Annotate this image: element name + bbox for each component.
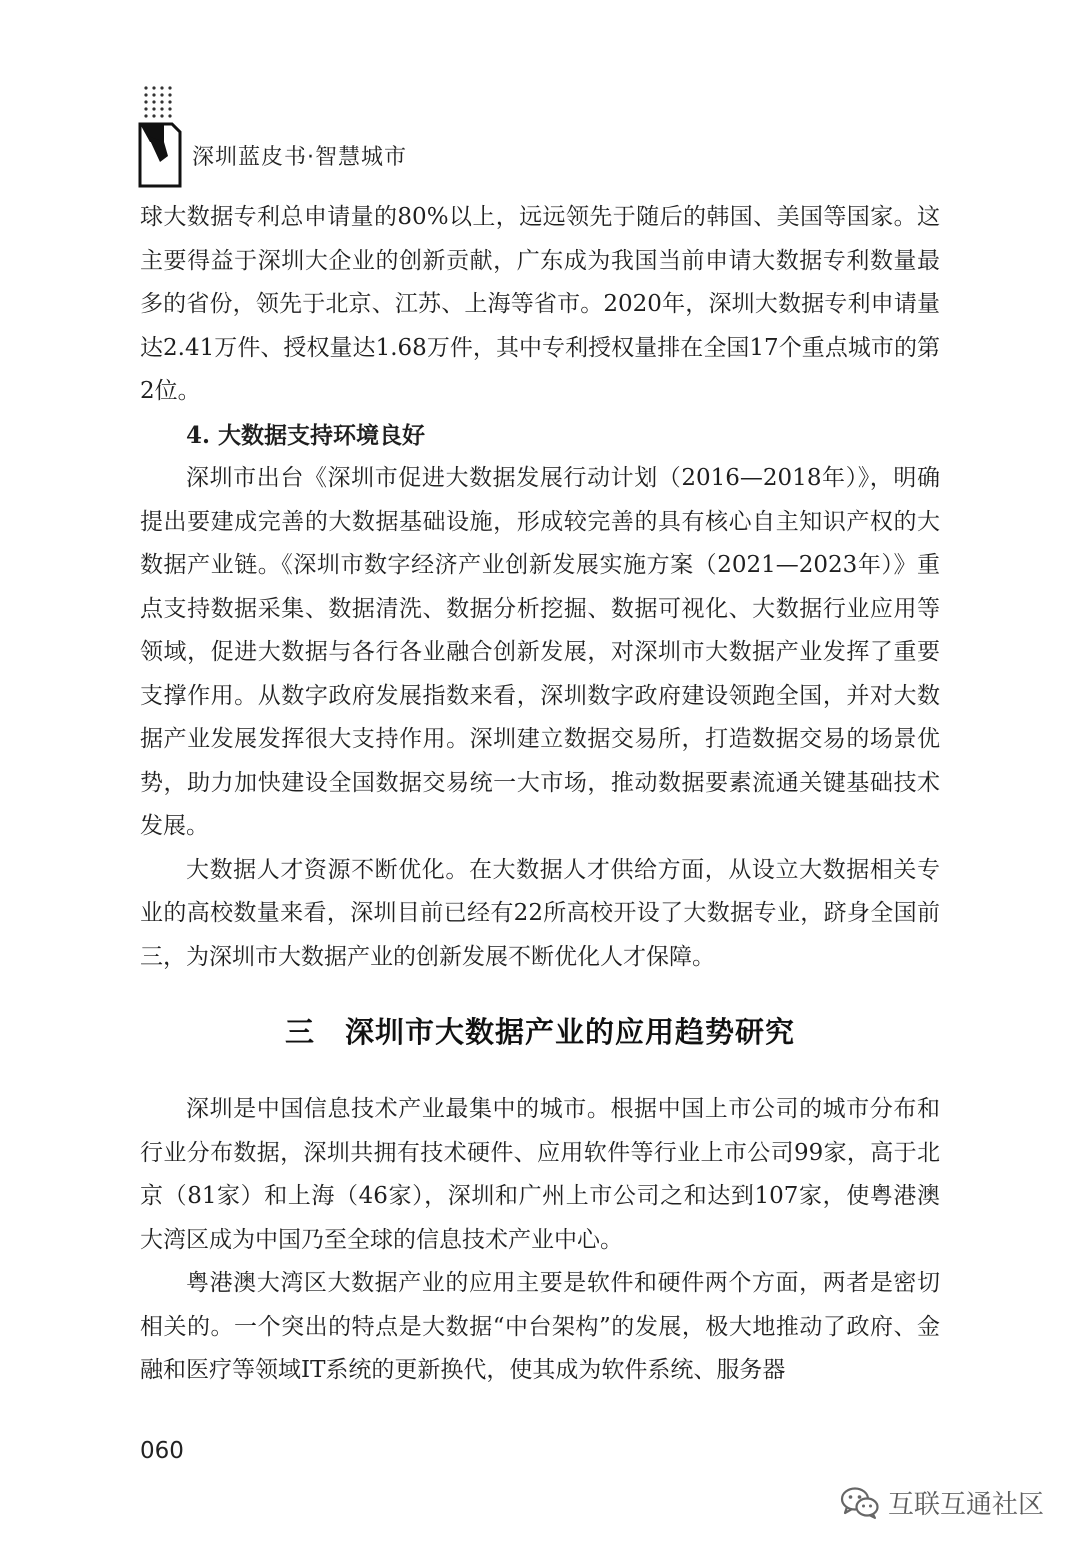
series-title: 深圳蓝皮书·智慧城市 (192, 145, 407, 170)
section-title: 深圳市大数据产业的应用趋势研究 (345, 1015, 796, 1049)
page-number: 060 (140, 1438, 184, 1464)
dot-grid-decoration (142, 84, 182, 124)
watermark-text: 互联互通社区 (887, 1490, 1044, 1520)
paragraph-application: 粤港澳大湾区大数据产业的应用主要是软件和硬件两个方面，两者是密切相关的。一个突出的特点是大数据“中台架构”的发展，极大地推动了政府、金融和医疗等领域IT系统的更新换代，使其成为软件系统、服务器 (140, 1270, 940, 1383)
watermark (840, 1484, 1044, 1521)
paragraph-patents: 球大数据专利总申请量的80%以上，远远领先于随后的韩国、美国等国家。这主要得益于深圳大企业的创新贡献，广东成为我国当前申请大数据专利数量最多的省份，领先于北京、江苏、上海等省市。2020年，深圳大数据专利申请量达2.41万件、授权量达1.68万件，其中专利授权量排在全国17个重点城市的第2位。 (140, 204, 940, 404)
paragraph-policy-support: 深圳市出台《深圳市促进大数据发展行动计划（2016—2018年）》，明确提出要建成完善的大数据基础设施，形成较完善的具有核心自主知识产权的大数据产业链。《深圳市数字经济产业创新发展实施方案（2021—2023年）》重点支持数据采集、数据清洗、数据分析挖掘、数据可视化、大数据行业应用等领域，促进大数据与各行各业融合创新发展，对深圳市大数据产业发挥了重要支撑作用。从数字政府发展指数来看，深圳数字政府建设领跑全国，并对大数据产业发展发挥很大支持作用。深圳建立数据交易所，打造数据交易的场景优势，助力加快建设全国数据交易统一大市场，推动数据要素流通关键基础技术发展。 (140, 465, 940, 839)
section-heading (140, 1012, 940, 1052)
wechat-icon (840, 1486, 880, 1520)
paragraph-talent: 大数据人才资源不断优化。在大数据人才供给方面，从设立大数据相关专业的高校数量来看，深圳目前已经有22所高校开设了大数据专业，跻身全国前三，为深圳市大数据产业的创新发展不断优化人才保障。 (140, 856, 940, 970)
paragraph-it-industry: 深圳是中国信息技术产业最集中的城市。根据中国上市公司的城市分布和行业分布数据，深圳共拥有技术硬件、应用软件等行业上市公司99家，高于北京（81家）和上海（46家），深圳和广州上市公司之和达到107家，使粤港澳大湾区成为中国乃至全球的信息技术产业中心。 (140, 1096, 940, 1253)
running-header (138, 84, 538, 194)
section-number: 三 (284, 1015, 315, 1049)
subheading-support-environment: 4. 大数据支持环境良好 (186, 421, 426, 449)
book-page-icon (138, 122, 182, 188)
page-body (140, 196, 940, 1393)
